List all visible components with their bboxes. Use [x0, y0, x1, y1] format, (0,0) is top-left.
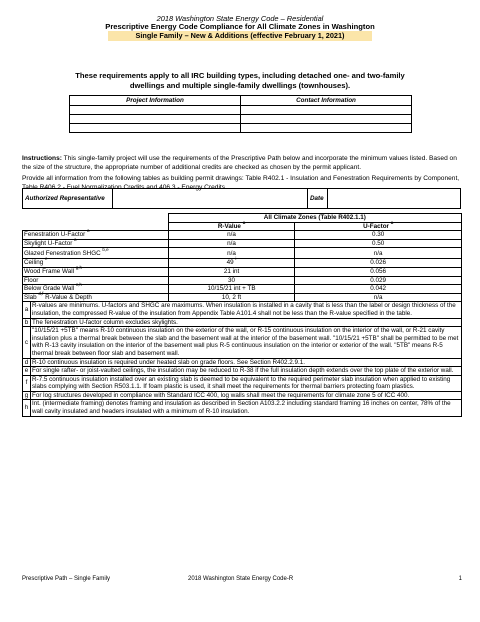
footnote-row: c "10/15/21 +5TB" means R-10 continuous insulation on the exterior of the wall, or R-15 continuous insulation on the interior of the wall, or R-21 cavity insulation plus a thermal break between the slab and the basement wall at the interior of the basement wall. "10/15/21 +5TB" shall be permitted to be met with R-13 cavity insulation on the interior of the basement wall plus R-5 continuous insulation on the interior or exterior of the wall. "5TB" means R-5 thermal break between floor slab and basement wall.	[23, 327, 462, 358]
table-row: Skylight U-Factor $^a$ n/a 0.50	[23, 239, 462, 248]
contact-field-1[interactable]	[241, 106, 412, 115]
table-row: Wood Frame Wall $^{g,h}$ 21 int 0.056	[23, 267, 462, 276]
scope-banner: Single Family – New & Additions (effective February 1, 2021)	[108, 31, 372, 41]
instructions-text-2: Provide all information from the following tables as building permit drawings: Table R402.1 - Insulation and Fenestration Requirements by Component, Table R406.2 - Fuel Normalization Credits and 406.3 - Energy Credits.	[22, 175, 460, 191]
instructions-label: Instructions:	[22, 155, 62, 162]
ufactor-header: U-Factor $^a$	[295, 222, 462, 231]
table-row: Floor 30 0.029	[23, 276, 462, 285]
table-row: Slab $^{d,f}$ R-Value & Depth 10, 2 ft n/a	[23, 293, 462, 302]
footnote-row: e For single rafter- or joist-vaulted ceilings, the insulation may be reduced to R-38 if the full insulation depth extends over the top plate of the exterior wall.	[23, 367, 462, 376]
table-row: Ceiling $^e$ 49 $^i$ 0.026	[23, 259, 462, 268]
authorized-rep-label: Authorized Representative	[23, 189, 113, 209]
intro-text: These requirements apply to all IRC building types, including detached one- and two-family dwellings and multiple single-family dwellings (townhouses).	[75, 71, 405, 90]
footnote-row: g For log structures developed in compliance with Standard ICC 400, log walls shall meet the requirements for climate zone 5 of ICC 400.	[23, 391, 462, 400]
instructions-text: This single-family project will use the requirements of the Prescriptive Path below and incorporate the minimum values listed. Based on the size of the structure, the appropriate number of additional credits are checked as chosen by the permit applicant.	[22, 155, 457, 171]
table-row: Glazed Fenestration SHGC $^{b,e}$ n/a n/a	[23, 248, 462, 259]
date-label: Date	[308, 189, 328, 209]
requirements-table	[22, 213, 462, 417]
footer-center: 2018 Washington State Energy Code-R	[188, 576, 294, 582]
project-field-2[interactable]	[70, 115, 241, 124]
date-field[interactable]	[328, 189, 461, 209]
rvalue-header: R-Value $^a$	[168, 222, 295, 231]
table-row: Below Grade Wall $^{c,h}$ 10/15/21 int + TB 0.042	[23, 285, 462, 294]
code-title: 2018 Washington State Energy Code – Residential	[156, 14, 324, 23]
contact-field-2[interactable]	[241, 115, 412, 124]
table-title: All Climate Zones (Table R402.1.1)	[168, 214, 461, 223]
project-info-header: Project Information	[70, 96, 241, 106]
footnote-row: h Int. (intermediate framing) denotes framing and insulation as described in Section A103.2.2 including standard framing 16 inches on center, 78% of the wall cavity insulated and headers insulated with a minimum of R-10 insulation.	[23, 400, 462, 416]
table-row: Fenestration U-Factor $^a$ n/a 0.30	[23, 231, 462, 240]
footer-left: Prescriptive Path – Single Family	[22, 576, 111, 582]
page-number: 1	[458, 576, 462, 582]
footnote-row: b The fenestration U-factor column excludes skylights.	[23, 318, 462, 327]
project-contact-table	[69, 95, 412, 133]
project-field-1[interactable]	[70, 106, 241, 115]
authorized-representative-table	[22, 188, 461, 209]
authorized-rep-field[interactable]	[113, 189, 308, 209]
document-title: Prescriptive Energy Code Compliance for All Climate Zones in Washington	[105, 22, 375, 31]
footnote-row: f R-7.5 continuous insulation installed over an existing slab is deemed to be equivalent to the required perimeter slab insulation when applied to existing slabs complying with Section R503.1.1. If foam plastic is used, it shall meet the requirements for thermal barriers protecting foam plastics.	[23, 375, 462, 391]
project-field-3[interactable]	[70, 124, 241, 133]
footnote-row: d R-10 continuous insulation is required under heated slab on grade floors. See Section R402.2.9.1.	[23, 358, 462, 367]
contact-info-header: Contact Information	[241, 96, 412, 106]
contact-field-3[interactable]	[241, 124, 412, 133]
footnote-row: a R-values are minimums. U-factors and SHGC are maximums. When insulation is installed in a cavity that is less than the label or design thickness of the insulation, the compressed R-value of the insulation from Appendix Table A101.4 shall not be less than the R-value specified in the table.	[23, 302, 462, 318]
